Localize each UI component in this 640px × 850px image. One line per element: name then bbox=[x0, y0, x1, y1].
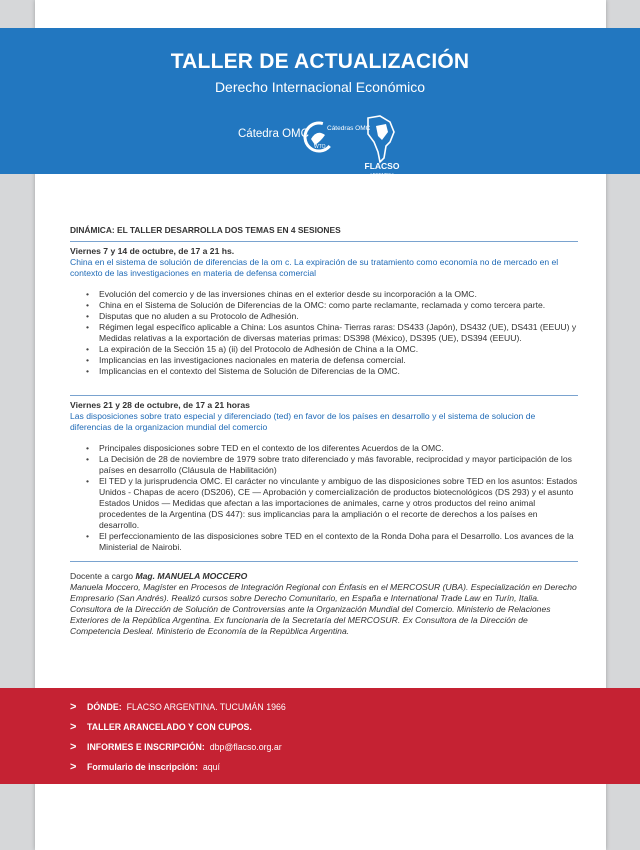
chevron-right-icon: > bbox=[70, 721, 77, 733]
session-1-bullets bbox=[70, 289, 578, 377]
list-item: • La expiración de la Sección 15 a) (ii) del Protocolo de Adhesión de China a la OMC. bbox=[86, 344, 578, 355]
list-item: • El perfeccionamiento de las disposiciones sobre TED en el contexto de la Ronda Doha para el Desarrollo. Los avances de la Ministerial de Nairobi. bbox=[86, 531, 578, 553]
flacso-logo bbox=[360, 112, 404, 178]
page-title: TALLER DE ACTUALIZACIÓN bbox=[170, 50, 470, 73]
divider bbox=[70, 241, 578, 242]
informes-label: INFORMES E INSCRIPCIÓN: bbox=[87, 742, 205, 752]
divider bbox=[70, 561, 578, 562]
session-2-date: Viernes 21 y 28 de octubre, de 17 a 21 horas bbox=[70, 400, 250, 410]
session-2-bullets bbox=[70, 443, 578, 553]
list-item: • El TED y la jurisprudencia OMC. El carácter no vinculante y ambiguo de las disposiciones sobre TED en los asuntos: Estados Unidos - Chapas de acero (DS206), CE — Aprobación y comercialización de productos biotecnológicos (DS 293) y el asunto Estados Unidos — Medidas que afectan a las importaciones de animales, carne y otros productos del reino animal procedentes de la Argentina (DS 447): sus implicancias para la ampliación o el recorte de derechos a los países en desarrollo. bbox=[86, 476, 578, 531]
divider bbox=[70, 395, 578, 396]
session-1 bbox=[70, 246, 578, 377]
flacso-logo-country: ARGENTINA bbox=[369, 172, 395, 177]
session-2-topic: Las disposiciones sobre trato especial y diferenciado (ted) en favor de los países en desarrollo y el sistema de solucion de diferencias de la organizacion mundial del comercio bbox=[70, 411, 536, 432]
footer-banner bbox=[0, 688, 640, 784]
footer-row-donde bbox=[70, 701, 286, 713]
session-2 bbox=[70, 395, 578, 553]
informes-email-link[interactable]: dbp@flacso.org.ar bbox=[209, 742, 282, 752]
list-item: • Evolución del comercio y de las inversiones chinas en el exterior desde su incorporación a la OMC. bbox=[86, 289, 578, 300]
main-content bbox=[70, 225, 578, 637]
chevron-right-icon: > bbox=[70, 741, 77, 753]
arancel-text: TALLER ARANCELADO Y CON CUPOS. bbox=[87, 722, 252, 732]
catedras-omc-logo bbox=[301, 115, 371, 159]
docente-bio: Manuela Moccero, Magíster en Procesos de Integración Regional con Énfasis en el MERCOSUR (UBA). Especialización en Derecho Empresario (San Andrés). Realizó cursos sobre Derecho Comunitario, en España e International Trade Law en Turín, Italia. Consultora de la Dirección de Solución de Controversias ante la Organización Mundial del Comercio. Ministerio de Relaciones Exteriores de la República Argentina. Ex funcionaria de la Secretaría del MERCOSUR. Ex Consultora de la Dirección de Competencia Desleal. Ministerio de Economía de la República Argentina. bbox=[70, 582, 577, 636]
donde-value: FLACSO ARGENTINA. TUCUMÁN 1966 bbox=[126, 702, 286, 712]
form-label: Formulario de inscripción: bbox=[87, 762, 198, 772]
catedra-label: Cátedra OMC bbox=[238, 128, 309, 140]
list-item: • Implicancias en las investigaciones nacionales en materia de defensa comercial. bbox=[86, 355, 578, 366]
chevron-right-icon: > bbox=[70, 761, 77, 773]
list-item: • Principales disposiciones sobre TED en el contexto de los diferentes Acuerdos de la OMC. bbox=[86, 443, 578, 454]
donde-label: DÓNDE: bbox=[87, 702, 122, 712]
footer-row-formulario bbox=[70, 761, 220, 773]
session-1-topic: China en el sistema de solución de diferencias de la om c. La expiración de su tratamiento como economía no de mercado en el contexto de las investigaciones en materia de defensa comercial bbox=[70, 257, 559, 278]
dinamica-heading: DINÁMICA: EL TALLER DESARROLLA DOS TEMAS EN 4 SESIONES bbox=[70, 225, 341, 235]
list-item: • Régimen legal específico aplicable a China: Los asuntos China- Tierras raras: DS433 (Japón), DS432 (UE), DS431 (EEUU) y Medidas relativas a la exportación de diversas materias primas: DS398 (México), DS395 (UE), DS394 (EEUU). bbox=[86, 322, 578, 344]
docente-section bbox=[70, 571, 578, 637]
svg-text:WTO: WTO bbox=[314, 144, 326, 150]
catedras-omc-logo-text: Cátedras OMC bbox=[327, 125, 371, 132]
footer-row-arancel bbox=[70, 721, 252, 733]
docente-name: Mag. MANUELA MOCCERO bbox=[135, 571, 248, 581]
list-item: • Implicancias en el contexto del Sistema de Solución de Diferencias de la OMC. bbox=[86, 366, 578, 377]
list-item: • Disputas que no aluden a su Protocolo de Adhesión. bbox=[86, 311, 578, 322]
flacso-logo-name: FLACSO bbox=[364, 161, 400, 171]
list-item: • China en el Sistema de Solución de Diferencias de la OMC: como parte reclamante, reclamada y como tercera parte. bbox=[86, 300, 578, 311]
header-banner bbox=[0, 28, 640, 177]
list-item: • La Decisión de 28 de noviembre de 1979 sobre trato diferenciado y más favorable, reciprocidad y mayor participación de los países en desarrollo (Cláusula de Habilitación) bbox=[86, 454, 578, 476]
session-1-date: Viernes 7 y 14 de octubre, de 17 a 21 hs. bbox=[70, 246, 235, 256]
footer-row-informes bbox=[70, 741, 282, 753]
docente-label: Docente a cargo bbox=[70, 571, 134, 581]
page-subtitle: Derecho Internacional Económico bbox=[214, 79, 426, 95]
form-link[interactable]: aquí bbox=[202, 762, 220, 772]
chevron-right-icon: > bbox=[70, 701, 77, 713]
